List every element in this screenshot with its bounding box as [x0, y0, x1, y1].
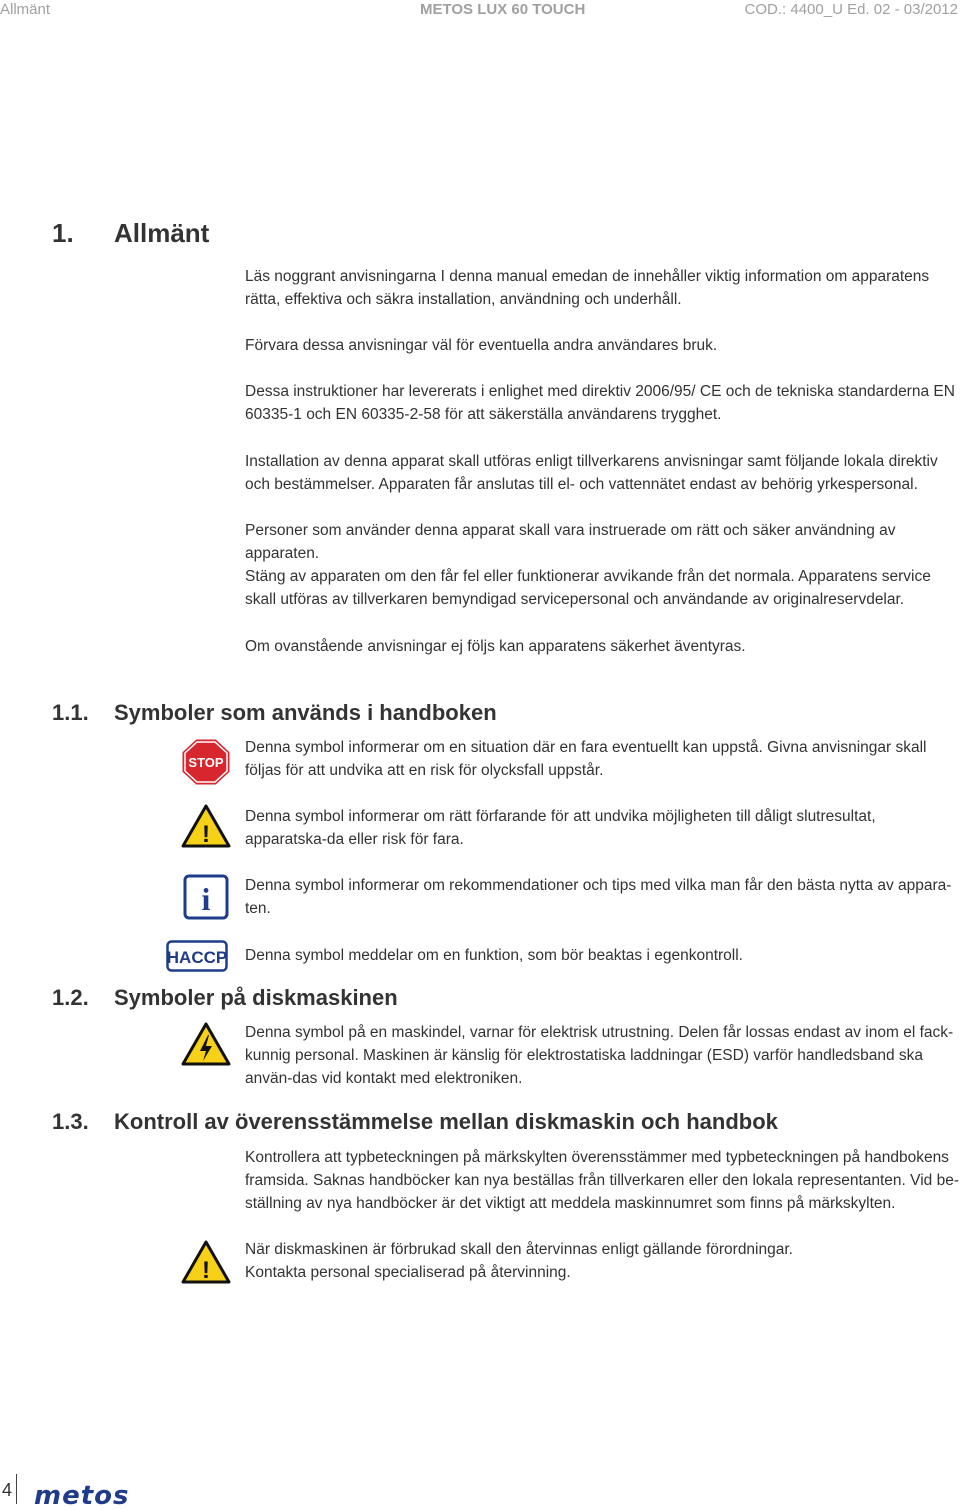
section-title: Allmänt	[114, 218, 210, 248]
section-title: Kontroll av överensstämmelse mellan diskmaskin och handbok	[114, 1109, 778, 1134]
paragraph: Kontrollera att typbeteckningen på märkskylten överensstämmer med typbeteckningen på handbokens framsida. Saknas handböcker kan nya beställas från tillverkaren eller den lokala representanten. Vid be-ställning av nya handböcker är det viktigt att meddela maskinnumret som finns på märkskylten.	[245, 1149, 959, 1212]
warning-text	[245, 1238, 960, 1284]
section-number: 1.2.	[52, 985, 89, 1010]
section-heading-1-3	[52, 1109, 778, 1135]
section-title: Symboler på diskmaskinen	[114, 985, 398, 1010]
paragraph: Läs noggrant anvisningarna I denna manual emedan de innehåller viktig information om apparatens rätta, effektiva och säkra installation, användning och underhåll.	[245, 268, 930, 308]
section-number: 1.	[52, 218, 74, 248]
symbol-description: Denna symbol informerar om rätt förfarande för att undvika möjligheten till dåligt slutresultat, apparatska-da eller risk för fara.	[245, 808, 876, 848]
section-number: 1.1.	[52, 700, 89, 725]
section-heading-1-2	[52, 985, 398, 1011]
paragraph: Personer som använder denna apparat skall vara instruerade om rätt och säker användning av apparaten.	[245, 522, 896, 562]
paragraph: Om ovanstående anvisningar ej följs kan apparatens säkerhet äventyras.	[245, 638, 746, 655]
header-code: COD.: 4400_U Ed. 02 - 03/2012	[744, 1, 958, 18]
metos-logo	[34, 1484, 150, 1508]
paragraph: Förvara dessa anvisningar väl för eventuella andra användares bruk.	[245, 337, 718, 354]
svg-text:metos: metos	[34, 1484, 130, 1508]
paragraph: Dessa instruktioner har levererats i enlighet med direktiv 2006/95/ CE och de tekniska standarderna EN 60335-1 och EN 60335-2-58 för att säkerställa användarens trygghet.	[245, 383, 955, 423]
svg-text:i: i	[201, 881, 211, 917]
stop-sign-icon	[181, 738, 231, 786]
symbol-description: Denna symbol meddelar om en funktion, som bör beaktas i egenkontroll.	[245, 947, 743, 964]
page-number: 4	[2, 1480, 13, 1500]
section-title: Symboler som används i handboken	[114, 700, 497, 725]
paragraph: Installation av denna apparat skall utföras enligt tillverkarens anvisningar samt följande lokala direktiv och bestämmelser. Apparaten får anslutas till el- och vattennätet endast av behörig yrkespersonal.	[245, 453, 938, 493]
header-product: METOS LUX 60 TOUCH	[420, 1, 586, 18]
symbol-description: Denna symbol informerar om rekommendationer och tips med vilka man får den bästa nytta av appara-ten.	[245, 877, 952, 917]
warning-line: Kontakta personal specialiserad på återvinning.	[245, 1264, 571, 1281]
svg-text:HACCP: HACCP	[166, 948, 228, 967]
header-section: Allmänt	[0, 1, 51, 18]
svg-text:STOP: STOP	[188, 755, 224, 770]
info-icon	[183, 874, 229, 920]
electric-hazard-icon	[181, 1022, 231, 1066]
section-heading-1	[52, 218, 209, 249]
page-header	[0, 0, 960, 22]
warning-triangle-icon	[181, 804, 231, 848]
symbol-description: Denna symbol informerar om en situation där en fara eventuellt kan uppstå. Givna anvisningar skall följas för att undvika att en risk för olycksfall uppstår.	[245, 739, 927, 779]
section-number: 1.3.	[52, 1109, 89, 1134]
svg-text:!: !	[202, 821, 210, 848]
paragraph: Stäng av apparaten om den får fel eller funktionerar avvikande från det normala. Apparatens service skall utföras av tillverkaren bemyndigad servicepersonal och användande av originalreservdelar.	[245, 568, 931, 608]
symbol-description: Denna symbol på en maskindel, varnar för elektrisk utrustning. Delen får lossas endast av inom el fack-kunnig personal. Maskinen är känslig för elektrostatiska laddningar (ESD) varför handledsband ska använ-das vid kontakt med elektroniken.	[245, 1024, 954, 1087]
warning-line: När diskmaskinen är förbrukad skall den återvinnas enligt gällande förordningar.	[245, 1241, 793, 1258]
haccp-icon	[166, 940, 228, 972]
svg-text:!: !	[202, 1257, 210, 1284]
section-heading-1-1	[52, 700, 497, 726]
footer-divider	[16, 1474, 17, 1504]
warning-triangle-icon	[181, 1240, 231, 1284]
